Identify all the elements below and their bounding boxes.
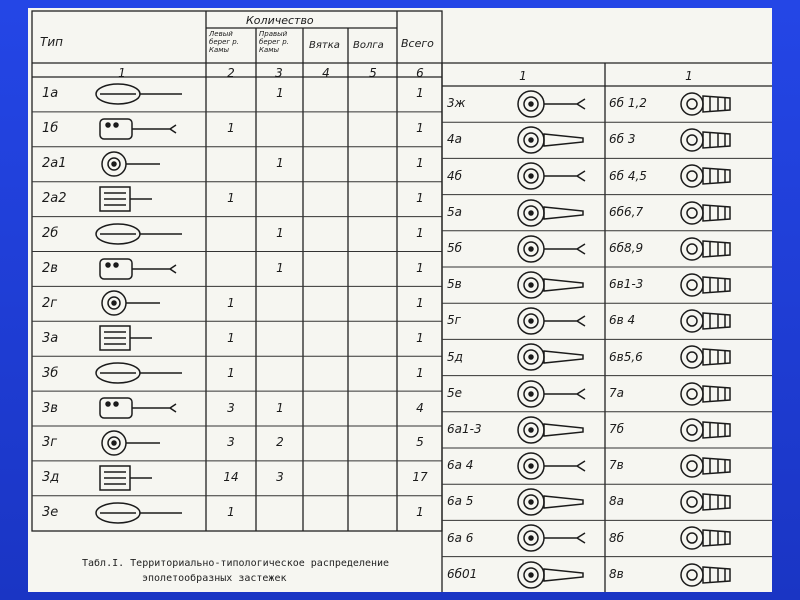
clasp-drawing-icon <box>511 378 603 410</box>
total-count: 1 <box>416 365 424 380</box>
col-number-5: 5 <box>369 66 377 80</box>
left-bank-count: 3 <box>227 400 235 415</box>
clasp-drawing-icon <box>90 253 200 285</box>
right-bank-count: 1 <box>276 260 284 275</box>
type-code: 6б 3 <box>609 132 636 147</box>
type-code: 2г <box>42 295 58 311</box>
type-code: 8б <box>609 530 625 545</box>
type-code: 6б01 <box>447 566 478 581</box>
col-number-4: 4 <box>322 66 330 80</box>
type-code: 7б <box>609 421 625 436</box>
clasp-drawing-icon <box>90 322 200 354</box>
clasp-drawing-icon <box>678 414 748 446</box>
clasp-drawing-icon <box>678 378 748 410</box>
type-code: 7в <box>609 458 624 473</box>
type-code: 6а 6 <box>447 530 474 545</box>
type-code: 3д <box>42 470 60 486</box>
type-code: 4б <box>447 168 463 183</box>
total-count: 1 <box>416 226 424 241</box>
type-code: 6б 1,2 <box>609 96 647 111</box>
clasp-drawing-icon <box>90 357 200 389</box>
clasp-drawing-icon <box>90 427 200 459</box>
total-count: 1 <box>416 86 424 101</box>
total-count: 1 <box>416 156 424 171</box>
table-caption-line2: эполетообразных застежек <box>142 573 287 584</box>
clasp-drawing-icon <box>678 486 748 518</box>
clasp-drawing-icon <box>90 183 200 215</box>
left-bank-count: 3 <box>227 435 235 450</box>
clasp-drawing-icon <box>678 233 748 265</box>
type-code: 6а1-3 <box>447 421 482 436</box>
clasp-drawing-icon <box>511 522 603 554</box>
col-number-2: 2 <box>227 66 235 80</box>
clasp-drawing-icon <box>511 233 603 265</box>
clasp-drawing-icon <box>678 522 748 554</box>
clasp-drawing-icon <box>511 197 603 229</box>
clasp-drawing-icon <box>511 160 603 192</box>
clasp-drawing-icon <box>678 305 748 337</box>
clasp-drawing-icon <box>90 78 200 110</box>
vyatka-header: Вятка <box>309 40 340 51</box>
table-caption-line1: Табл.I. Территориально-типологическое распределение <box>82 558 390 569</box>
type-code: 6б6,7 <box>609 204 644 219</box>
type-code: 3б <box>42 365 59 381</box>
clasp-drawing-icon <box>511 269 603 301</box>
right-bank-count: 1 <box>276 86 284 101</box>
total-count: 1 <box>416 505 424 520</box>
type-code: 2а1 <box>42 156 67 172</box>
scanned-table-page <box>28 8 772 592</box>
total-header: Всего <box>401 37 434 50</box>
total-count: 1 <box>416 330 424 345</box>
type-code: 8а <box>609 494 624 509</box>
total-count: 1 <box>416 191 424 206</box>
col-number-6: 6 <box>416 66 424 80</box>
type-code: 6б 4,5 <box>609 168 647 183</box>
type-code: 3ж <box>447 96 466 111</box>
right-bank-count: 1 <box>276 156 284 171</box>
type-code: 5д <box>447 349 463 364</box>
clasp-drawing-icon <box>511 450 603 482</box>
clasp-drawing-icon <box>678 160 748 192</box>
clasp-drawing-icon <box>511 88 603 120</box>
total-count: 1 <box>416 260 424 275</box>
clasp-drawing-icon <box>90 148 200 180</box>
type-code: 7а <box>609 385 624 400</box>
clasp-drawing-icon <box>511 486 603 518</box>
volga-header: Волга <box>353 40 384 51</box>
clasp-drawing-icon <box>511 305 603 337</box>
type-code: 2в <box>42 260 58 276</box>
left-bank-count: 1 <box>227 191 235 206</box>
col-number-1: 1 <box>118 66 126 80</box>
left-bank-count: 1 <box>227 365 235 380</box>
clasp-drawing-icon <box>678 88 748 120</box>
type-code: 6в5,6 <box>609 349 643 364</box>
type-code: 5а <box>447 204 462 219</box>
clasp-drawing-icon <box>90 392 200 424</box>
clasp-drawing-icon <box>678 450 748 482</box>
clasp-drawing-icon <box>511 414 603 446</box>
type-code: 5б <box>447 240 463 255</box>
left-bank-count: 1 <box>227 505 235 520</box>
right-bank-count: 1 <box>276 400 284 415</box>
type-code: 3е <box>42 505 59 521</box>
type-code: 6б8,9 <box>609 240 644 255</box>
total-count: 4 <box>416 400 424 415</box>
clasp-drawing-icon <box>511 341 603 373</box>
right-bank-header: Правый берег р. Камы <box>259 30 289 54</box>
left-bank-count: 14 <box>223 470 239 485</box>
type-code: 3а <box>42 330 59 346</box>
right-bank-count: 2 <box>276 435 284 450</box>
type-code: 6а 4 <box>447 458 474 473</box>
right-bank-count: 3 <box>276 470 284 485</box>
type-header: Тип <box>40 35 63 49</box>
type-code: 5г <box>447 313 461 328</box>
type-code: 6в 4 <box>609 313 636 328</box>
right-bank-count: 1 <box>276 226 284 241</box>
type-code: 6в1-3 <box>609 277 644 292</box>
clasp-drawing-icon <box>511 559 603 591</box>
clasp-drawing-icon <box>90 462 200 494</box>
type-code: 3в <box>42 400 58 416</box>
clasp-drawing-icon <box>678 197 748 229</box>
clasp-drawing-icon <box>90 113 200 145</box>
type-code: 8в <box>609 566 624 581</box>
total-count: 1 <box>416 121 424 136</box>
type-code: 4а <box>447 132 462 147</box>
quantity-header: Количество <box>246 14 314 27</box>
clasp-drawing-icon <box>90 287 200 319</box>
clasp-drawing-icon <box>511 124 603 156</box>
type-code: 3г <box>42 435 58 451</box>
right-col-number: 1 <box>685 69 693 83</box>
clasp-drawing-icon <box>678 124 748 156</box>
col-number-3: 3 <box>275 66 283 80</box>
clasp-drawing-icon <box>678 269 748 301</box>
type-code: 5е <box>447 385 463 400</box>
left-bank-header: Левый берег р. Камы <box>209 30 239 54</box>
clasp-drawing-icon <box>90 218 200 250</box>
clasp-drawing-icon <box>678 341 748 373</box>
type-code: 2а2 <box>42 191 67 207</box>
mid-col-number: 1 <box>519 69 527 83</box>
left-bank-count: 1 <box>227 295 235 310</box>
type-code: 5в <box>447 277 462 292</box>
left-bank-count: 1 <box>227 330 235 345</box>
total-count: 1 <box>416 295 424 310</box>
left-bank-count: 1 <box>227 121 235 136</box>
type-code: 6а 5 <box>447 494 474 509</box>
clasp-drawing-icon <box>678 559 748 591</box>
type-code: 1б <box>42 121 59 137</box>
type-code: 2б <box>42 226 59 242</box>
type-code: 1а <box>42 86 59 102</box>
total-count: 5 <box>416 435 424 450</box>
total-count: 17 <box>412 470 428 485</box>
clasp-drawing-icon <box>90 497 200 529</box>
